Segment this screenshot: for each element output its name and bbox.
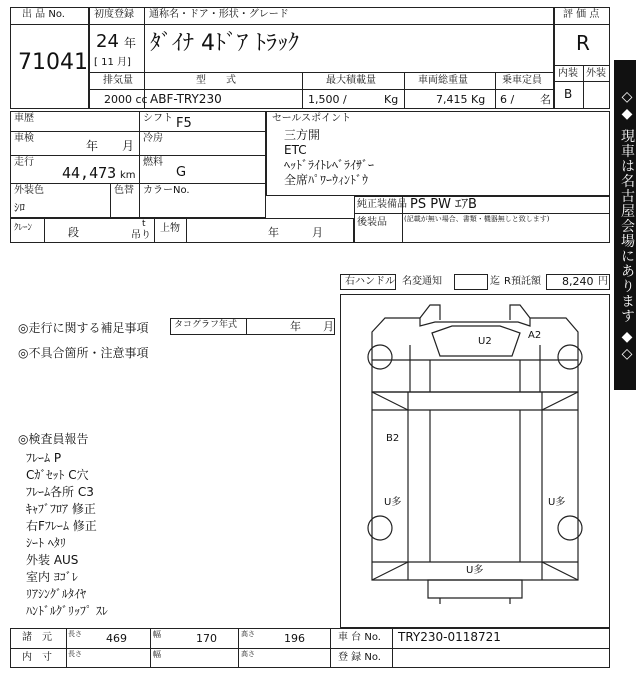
- report-line: ﾌﾚｰﾑ各所 C3: [26, 485, 94, 499]
- crane-stage: 段: [68, 226, 79, 239]
- grade-box: [554, 7, 610, 109]
- exterior-label: 外装: [586, 68, 606, 79]
- footer-inner-label: 内 寸: [22, 652, 52, 663]
- lot-number: 71041: [18, 50, 88, 75]
- capacity-label: 乗車定員: [502, 75, 542, 86]
- first-reg-month: [ 11 月]: [94, 57, 131, 68]
- name-change-box: [454, 274, 488, 290]
- crane-hook: 吊り: [131, 230, 151, 241]
- equipment-value: PS PW ｴｱB: [410, 197, 477, 212]
- grade-label: 評 価 点: [563, 9, 600, 20]
- footer-width: 170: [196, 632, 217, 645]
- shift-value: F5: [176, 116, 192, 131]
- running-notes-label: ◎走行に関する補足事項: [18, 321, 149, 335]
- aircon-label: 冷房: [143, 133, 163, 144]
- first-reg-year-unit: 年: [124, 36, 137, 50]
- inspection-label: 車検: [14, 133, 34, 144]
- sales-point-3: ﾍｯﾄﾞﾗｲﾄﾚﾍﾞﾗｲｻﾞｰ: [284, 158, 375, 172]
- defect-notes-label: ◎不具合箇所・注意事項: [18, 346, 149, 360]
- max-load-unit: Kg: [384, 93, 399, 106]
- gross-weight-label: 車両総重量: [418, 75, 468, 86]
- max-load-label: 最大積載量: [326, 75, 376, 86]
- report-line: 右Fﾌﾚｰﾑ 修正: [26, 519, 97, 533]
- sales-point-2: ETC: [284, 143, 307, 157]
- gross-weight-value: 7,415 Kg: [436, 93, 486, 106]
- lot-label: 出 品 No.: [22, 9, 65, 20]
- max-load-value: 1,500 /: [308, 93, 347, 106]
- footer-specs-label: 諸 元: [22, 632, 52, 643]
- report-line: ｷｬﾌﾞﾌﾛｱ 修正: [26, 502, 96, 516]
- sales-point-4: 全席ﾊﾟﾜｰｳｨﾝﾄﾞｳ: [284, 173, 369, 187]
- mark-u-multi-left: U多: [384, 497, 402, 508]
- diagram-frame: [340, 294, 610, 628]
- displacement-label: 排気量: [103, 75, 133, 86]
- aftermarket-note: (記載が無い場合、書類・機器無しと致します): [404, 215, 550, 223]
- report-line: Cｶﾞｾｯﾄ C穴: [26, 468, 89, 482]
- inspection-value: 年 月: [86, 139, 135, 153]
- footer-length: 469: [106, 632, 127, 645]
- report-line: ﾘｱｼﾝｸﾞﾙﾀｲﾔ: [26, 587, 87, 601]
- footer-height: 196: [284, 632, 305, 645]
- sales-label: セールスポイント: [272, 113, 352, 124]
- report-line: ﾌﾚｰﾑ P: [26, 451, 62, 465]
- mileage-unit: km: [120, 170, 136, 181]
- name-change-label: 名変通知: [402, 276, 442, 287]
- first-reg-label: 初度登録: [94, 9, 134, 20]
- report-line: ﾊﾝﾄﾞﾙｸﾞﾘｯﾌﾟ ｽﾚ: [26, 604, 108, 618]
- mark-u2: U2: [478, 336, 492, 347]
- capacity-unit: 名: [540, 93, 551, 106]
- interior-grade: B: [564, 87, 573, 101]
- mark-b2: B2: [386, 433, 400, 444]
- tacho-value: 年 月: [290, 320, 334, 333]
- inspector-report-label: ◎検査員報告: [18, 432, 89, 446]
- mileage-label: 走行: [14, 157, 34, 168]
- chassis-value: TRY230-0118721: [398, 630, 501, 644]
- tacho-label: タコグラフ年式: [174, 320, 238, 330]
- right-handle: 右ハンドル: [345, 276, 395, 287]
- mark-a2: A2: [528, 330, 542, 341]
- recycle-unit: 円: [598, 276, 608, 287]
- equipment-label: 純正装備品: [357, 199, 407, 210]
- recycle-amount: 8,240: [562, 275, 594, 288]
- capacity-value: 6 /: [500, 93, 515, 106]
- footer-height-label: 高さ: [241, 630, 255, 638]
- model-label: 通称名・ドア・形状・グレード: [149, 9, 289, 20]
- mark-u-multi-right: U多: [548, 497, 566, 508]
- fuel-value: G: [176, 165, 187, 180]
- color-value: ｼﾛ: [14, 201, 25, 214]
- fuel-label: 燃料: [143, 157, 163, 168]
- shift-label: シフト: [143, 113, 173, 124]
- reg-no-label: 登 録 No.: [338, 652, 381, 663]
- history-label: 車歴: [14, 113, 34, 124]
- displacement-value: 2000 cc: [104, 93, 148, 106]
- color-label: 外装色: [14, 185, 44, 196]
- model-name: ﾀﾞｲﾅ 4ﾄﾞｱ ﾄﾗｯｸ: [150, 31, 299, 56]
- first-reg-year: 24: [96, 31, 119, 52]
- details-box: [10, 111, 266, 218]
- type-value: ABF-TRY230: [150, 92, 222, 106]
- location-banner: ◇◆ 現車は名古屋会場にあります ◆◇: [614, 60, 636, 390]
- footer-inner-width-label: 幅: [153, 650, 161, 659]
- type-label: 型 式: [196, 75, 236, 86]
- sales-point-1: 三方開: [284, 128, 321, 142]
- report-line: ｼｰﾄ ﾍﾀﾘ: [26, 536, 66, 550]
- report-line: 外装 AUS: [26, 553, 79, 567]
- mark-u-multi-rear: U多: [466, 565, 484, 576]
- footer-inner-length-label: 長さ: [68, 650, 82, 658]
- upper-label: 上物: [160, 223, 180, 234]
- color-change-label: 色替: [114, 185, 134, 196]
- interior-label: 内装: [558, 68, 578, 79]
- grade-value: R: [576, 31, 590, 55]
- footer-inner-height-label: 高さ: [241, 650, 255, 658]
- name-change-sub: 迄: [490, 276, 500, 287]
- report-line: 室内 ﾖｺﾞﾚ: [26, 570, 78, 584]
- crane-label: ｸﾚｰﾝ: [14, 223, 33, 233]
- recycle-label: R預託額: [504, 276, 541, 287]
- chassis-label: 車 台 No.: [338, 632, 381, 643]
- mileage-value: 44,473: [62, 164, 117, 182]
- color-code-label: カラーNo.: [143, 185, 190, 196]
- footer-width-label: 幅: [153, 630, 161, 639]
- upper-value: 年 月: [268, 226, 323, 239]
- aftermarket-label: 後装品: [357, 217, 387, 228]
- crane-ton-unit: t: [142, 219, 146, 229]
- footer-length-label: 長さ: [68, 630, 82, 638]
